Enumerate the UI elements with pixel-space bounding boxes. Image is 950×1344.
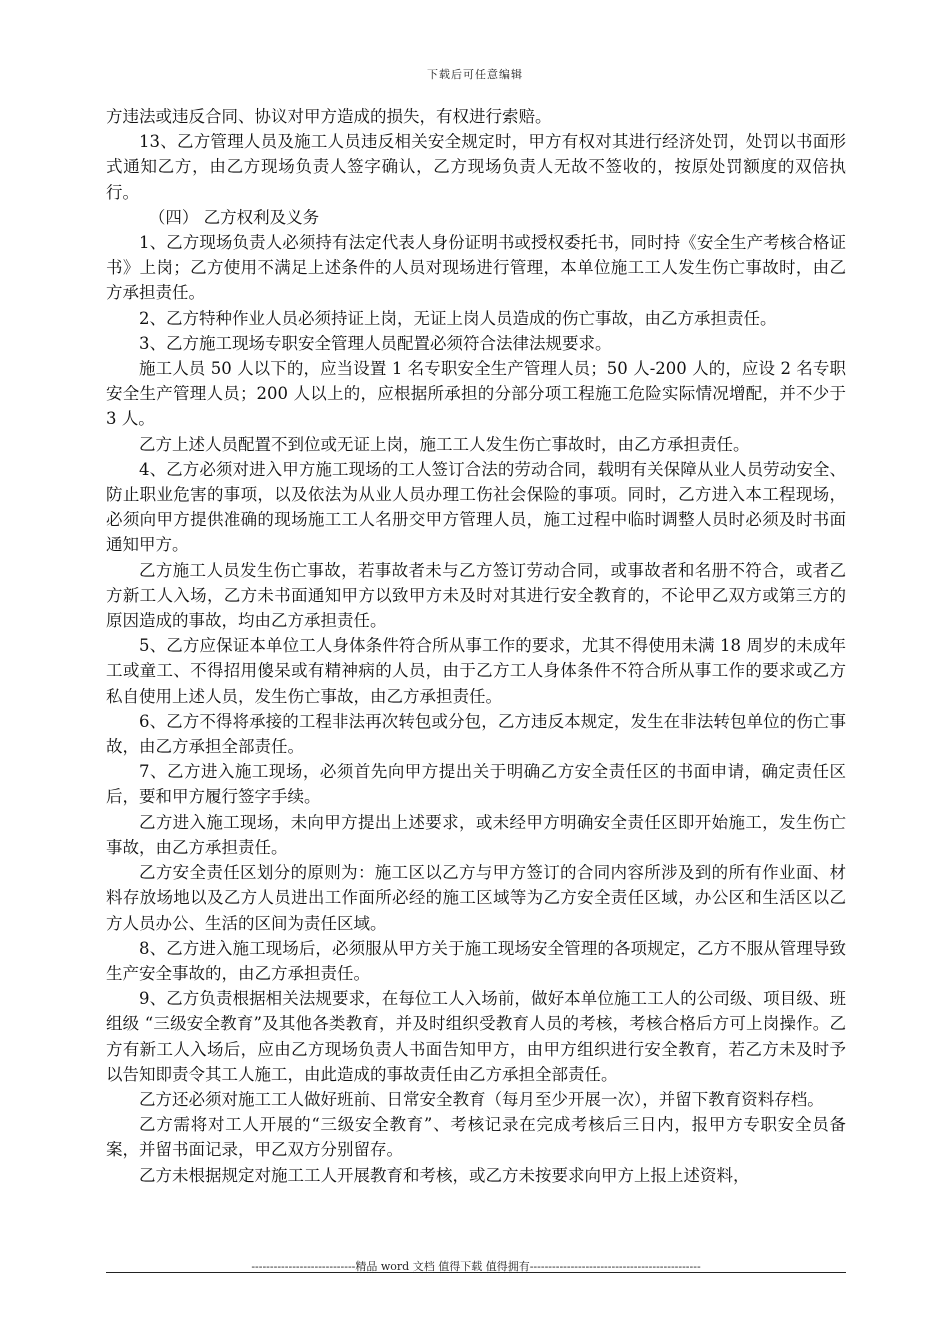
paragraph: 乙方需将对工人开展的“三级安全教育”、考核记录在完成考核后三日内，报甲方专职安全员备案，并留书面记录，甲乙双方分别留存。 (106, 1115, 846, 1160)
paragraph: 1、乙方现场负责人必须持有法定代表人身份证明书或授权委托书，同时持《安全生产考核合格证书》上岗；乙方使用不满足上述条件的人员对现场进行管理，本单位施工工人发生伤亡事故时，由乙方承担责任。 (106, 233, 846, 303)
paragraph: 施工人员 50 人以下的，应当设置 1 名专职安全生产管理人员；50 人-200 人的，应设 2 名专职安全生产管理人员；200 人以上的，应根据所承担的分部分项工程施工危险实际情况增配，并不少于 3 人。 (106, 359, 846, 429)
paragraph: 3、乙方施工现场专职安全管理人员配置必须符合法律法规要求。 (139, 333, 612, 353)
paragraph: 2、乙方特种作业人员必须持证上岗，无证上岗人员造成的伤亡事故，由乙方承担责任。 (139, 308, 777, 328)
paragraph: 9、乙方负责根据相关法规要求，在每位工人入场前，做好本单位施工工人的公司级、项目级、班组级 “三级安全教育”及其他各类教育，并及时组织受教育人员的考核，考核合格后方可上岗操作。乙方有新工人入场后，应由乙方现场负责人书面告知甲方，由甲方组织进行安全教育，若乙方未及时予以告知即责令其工人施工，由此造成的事故责任由乙方承担全部责任。 (106, 989, 846, 1084)
paragraph: 乙方上述人员配置不到位或无证上岗，施工工人发生伤亡事故时，由乙方承担责任。 (139, 434, 750, 454)
document-body (106, 104, 846, 1188)
page-header: 下载后可任意编辑 (427, 68, 523, 81)
paragraph: 乙方施工人员发生伤亡事故，若事故者未与乙方签订劳动合同，或事故者和名册不符合，或者乙方新工人入场，乙方未书面通知甲方以致甲方未及时对其进行安全教育的，不论甲乙双方或第三方的原因造成的事故，均由乙方承担责任。 (106, 560, 846, 631)
paragraph: 8、乙方进入施工现场后，必须服从甲方关于施工现场安全管理的各项规定，乙方不服从管理导致生产安全事故的，由乙方承担责任。 (106, 938, 846, 983)
paragraph: 4、乙方必须对进入甲方施工现场的工人签订合法的劳动合同，载明有关保障从业人员劳动安全、防止职业危害的事项，以及依法为从业人员办理工伤社会保险的事项。同时，乙方进入本工程现场，必须向甲方提供准确的现场施工工人名册交甲方管理人员，施工过程中临时调整人员时必须及时书面通知甲方。 (106, 459, 846, 555)
paragraph: 5、乙方应保证本单位工人身体条件符合所从事工作的要求，尤其不得使用未满 18 周岁的未成年工或童工、不得招用傻呆或有精神病的人员，由于乙方工人身体条件不符合所从事工作的要求或乙方私自使用上述人员，发生伤亡事故，由乙方承担责任。 (106, 636, 846, 706)
paragraph: 6、乙方不得将承接的工程非法再次转包或分包，乙方违反本规定，发生在非法转包单位的伤亡事故，由乙方承担全部责任。 (106, 711, 846, 757)
footer-rule (106, 1272, 846, 1273)
paragraph: 乙方未根据规定对施工工人开展教育和考核，或乙方未按要求向甲方上报上述资料， (139, 1165, 750, 1185)
page-footer: ----------------------------精品 word 文档 值得下载 值得拥有---------------------------------------------- (251, 1260, 701, 1273)
paragraph: 乙方安全责任区划分的原则为：施工区以乙方与甲方签订的合同内容所涉及到的所有作业面、材料存放场地以及乙方人员进出工作面所必经的施工区域等为乙方安全责任区域，办公区和生活区以乙方人员办公、生活的区间为责任区域。 (106, 863, 846, 933)
paragraph: 7、乙方进入施工现场，必须首先向甲方提出关于明确乙方安全责任区的书面申请，确定责任区后，要和甲方履行签字手续。 (106, 762, 846, 807)
paragraph: 乙方还必须对施工工人做好班前、日常安全教育（每月至少开展一次），并留下教育资料存档。 (139, 1089, 824, 1109)
section-heading: （四） 乙方权利及义务 (148, 207, 320, 227)
paragraph: 13、乙方管理人员及施工人员违反相关安全规定时，甲方有权对其进行经济处罚，处罚以书面形式通知乙方，由乙方现场负责人签字确认，乙方现场负责人无故不签收的，按原处罚额度的双倍执行。 (106, 132, 846, 202)
paragraph: 乙方进入施工现场，未向甲方提出上述要求，或未经甲方明确安全责任区即开始施工，发生伤亡事故，由乙方承担责任。 (106, 812, 846, 857)
paragraph: 方违法或违反合同、协议对甲方造成的损失，有权进行索赔。 (106, 107, 552, 126)
